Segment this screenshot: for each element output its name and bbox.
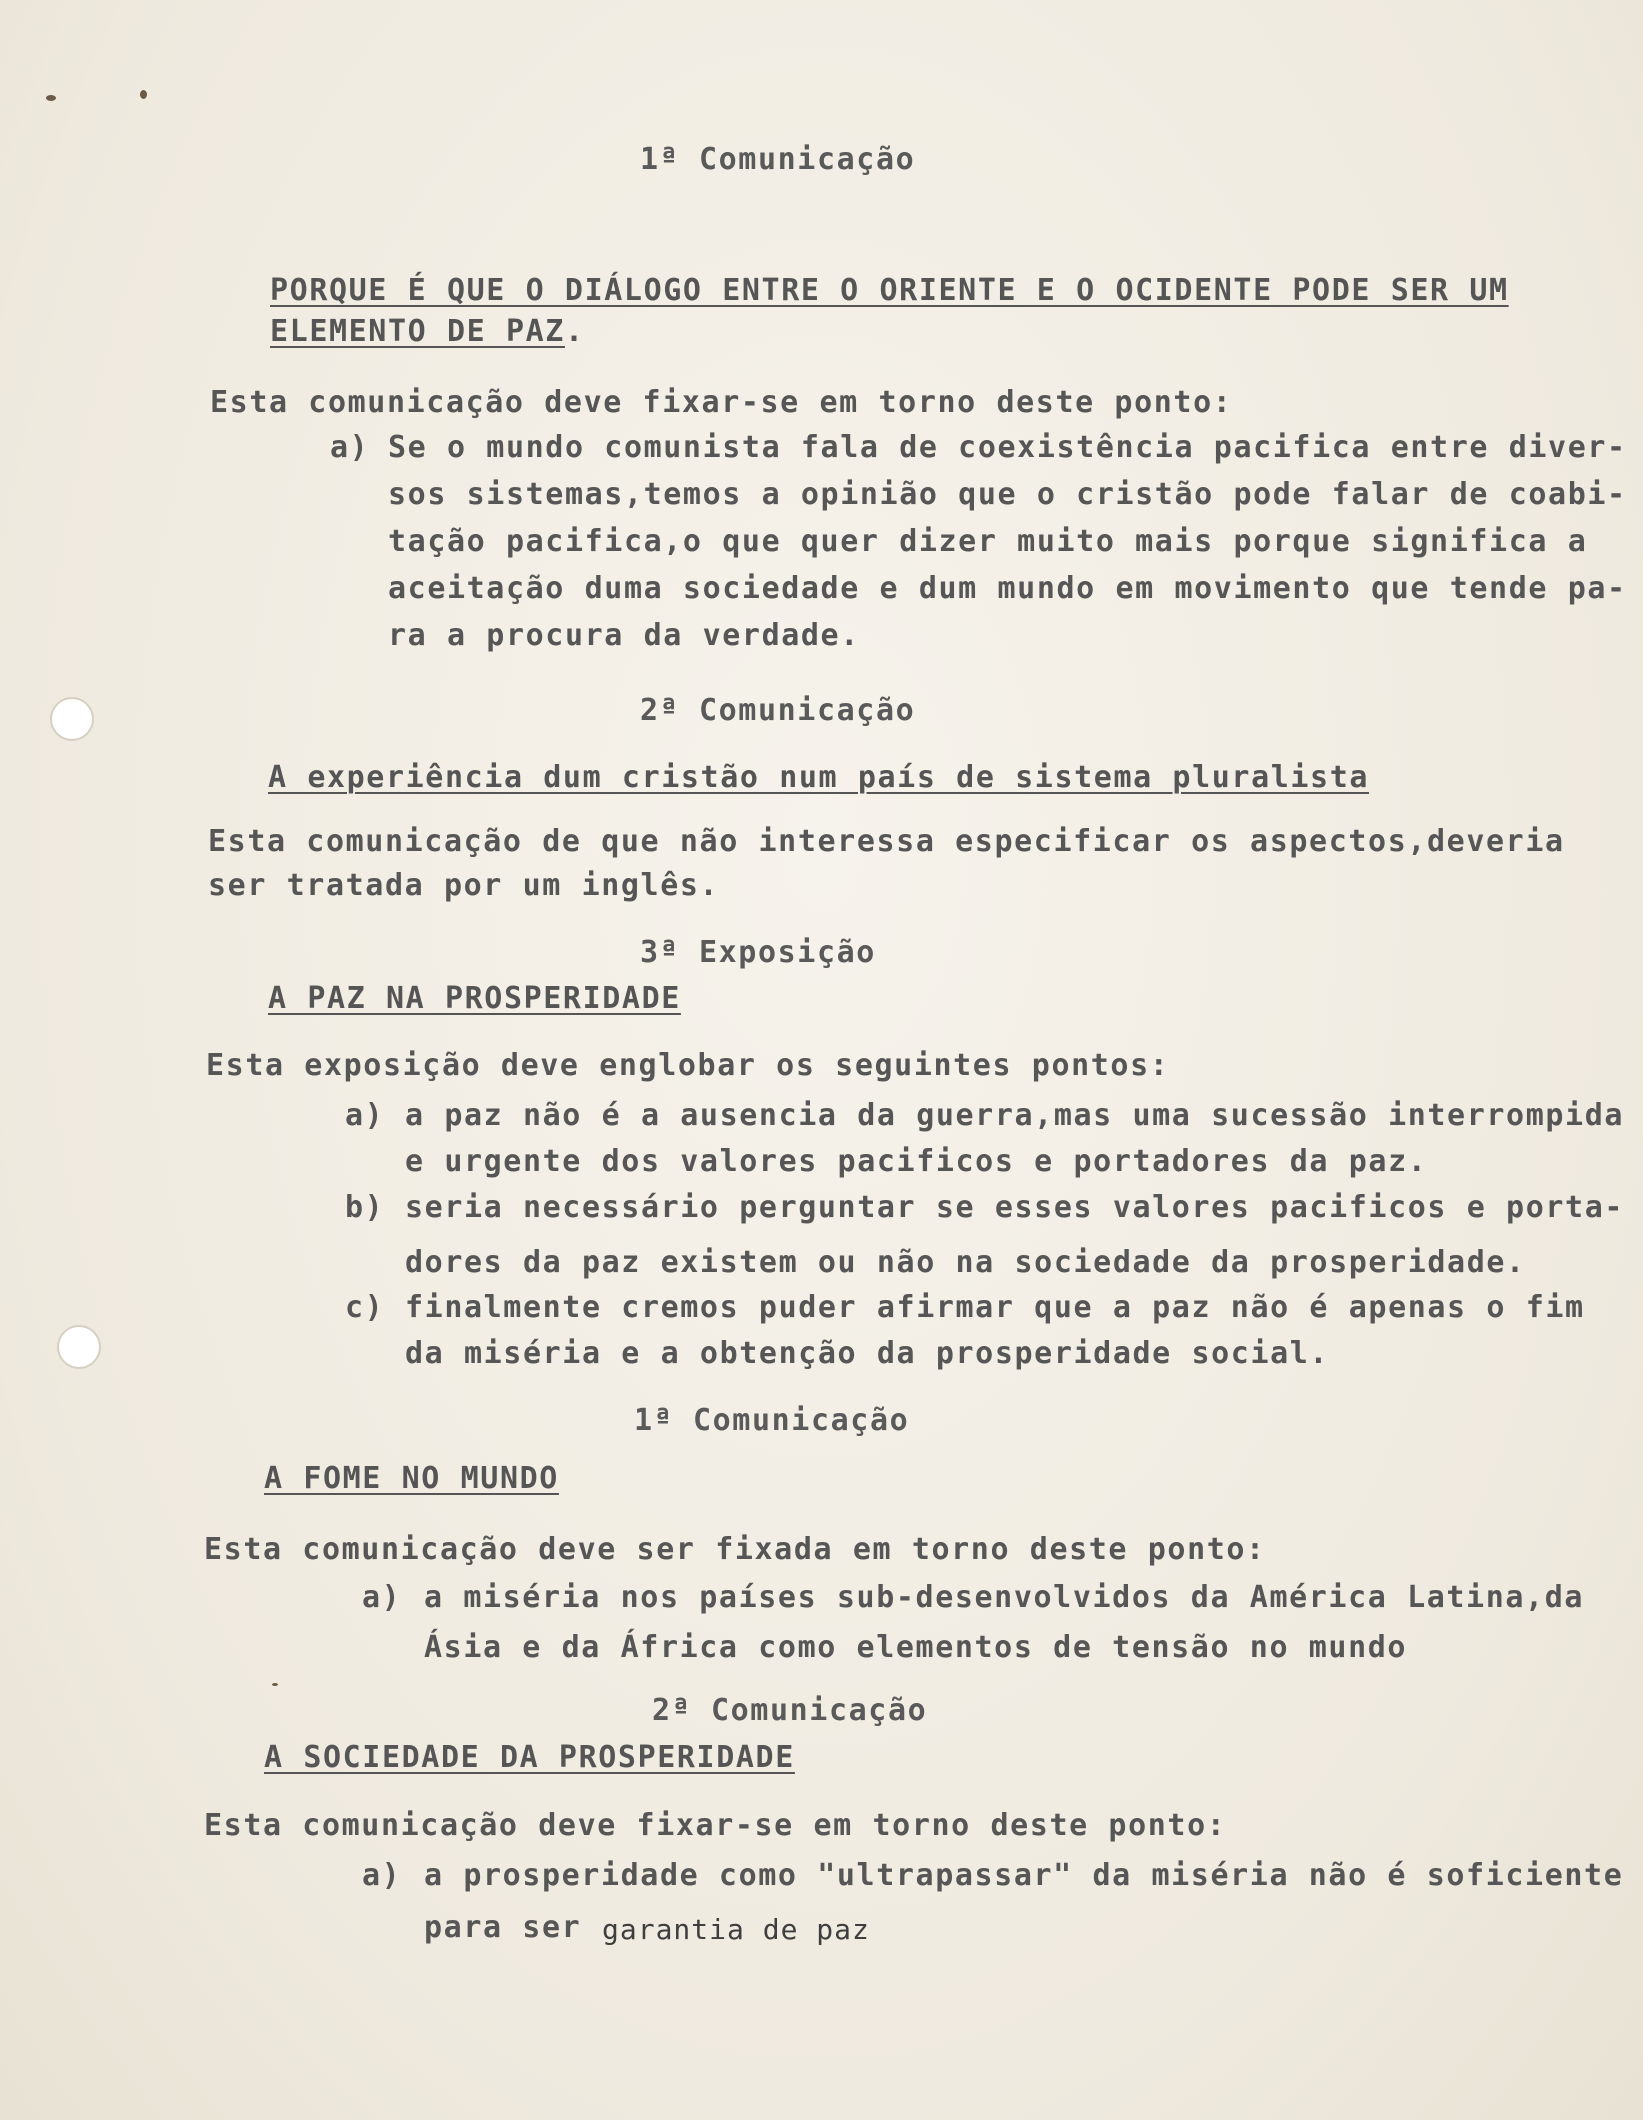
section-intro: Esta comunicação deve fixar-se em torno deste ponto:	[204, 1808, 1227, 1843]
section-title: A experiência dum cristão num país de sistema pluralista	[268, 760, 1370, 795]
item-line: dores da paz existem ou não na sociedade da prosperidade.	[405, 1245, 1526, 1280]
section-heading: 2ª Comunicação	[640, 693, 916, 728]
item-line: Se o mundo comunista fala de coexistência pacifica entre diver-	[388, 430, 1627, 465]
item-marker: a)	[345, 1098, 385, 1133]
item-line: a miséria nos países sub-desenvolvidos da América Latina,da	[424, 1580, 1585, 1615]
body-line: Esta comunicação de que não interessa especificar os aspectos,deveria	[208, 824, 1565, 859]
section-heading: 3ª Exposição	[640, 935, 876, 970]
item-marker: a)	[330, 430, 370, 465]
section-intro: Esta exposição deve englobar os seguintes pontos:	[206, 1048, 1170, 1083]
item-marker: b)	[345, 1190, 385, 1225]
paper-speck	[140, 90, 147, 99]
section-intro: Esta comunicação deve ser fixada em torno deste ponto:	[204, 1532, 1266, 1567]
item-line: para ser	[424, 1910, 582, 1945]
item-line: tação pacifica,o que quer dizer muito mais porque significa a	[388, 524, 1588, 559]
punch-hole	[57, 1325, 101, 1369]
section-title: ELEMENTO DE PAZ.	[270, 314, 585, 349]
section-heading: 1ª Comunicação	[640, 142, 916, 177]
section-heading: 2ª Comunicação	[652, 1693, 928, 1728]
item-line: da miséria e a obtenção da prosperidade social.	[405, 1336, 1330, 1371]
item-line: finalmente cremos puder afirmar que a paz não é apenas o fim	[405, 1290, 1585, 1325]
punch-hole	[50, 697, 94, 741]
item-line: Ásia e da África como elementos de tensão no mundo	[424, 1630, 1408, 1665]
item-line: a paz não é a ausencia da guerra,mas uma sucessão interrompida	[405, 1098, 1625, 1133]
item-line: e urgente dos valores pacificos e portadores da paz.	[405, 1144, 1428, 1179]
item-marker: a)	[362, 1858, 402, 1893]
section-title: A SOCIEDADE DA PROSPERIDADE	[264, 1740, 795, 1775]
section-title: PORQUE É QUE O DIÁLOGO ENTRE O ORIENTE E O OCIDENTE PODE SER UM	[270, 273, 1509, 308]
handwritten-note: garantia de paz	[602, 1913, 870, 1946]
body-line: ser tratada por um inglês.	[208, 868, 720, 903]
section-heading: 1ª Comunicação	[634, 1403, 910, 1438]
item-line: aceitação duma sociedade e dum mundo em movimento que tende pa-	[388, 571, 1627, 606]
item-line: ra a procura da verdade.	[388, 618, 860, 653]
item-line: sos sistemas,temos a opinião que o cristão pode falar de coabi-	[388, 477, 1627, 512]
section-intro: Esta comunicação deve fixar-se em torno deste ponto:	[210, 385, 1233, 420]
item-marker: a)	[362, 1580, 402, 1615]
section-title: A FOME NO MUNDO	[264, 1461, 559, 1496]
item-line: seria necessário perguntar se esses valores pacificos e porta-	[405, 1190, 1625, 1225]
section-title: A PAZ NA PROSPERIDADE	[268, 981, 681, 1016]
paper-speck	[272, 1683, 278, 1686]
item-line: a prosperidade como "ultrapassar" da miséria não é soficiente	[424, 1858, 1624, 1893]
item-marker: c)	[345, 1290, 385, 1325]
paper-speck	[46, 95, 56, 101]
